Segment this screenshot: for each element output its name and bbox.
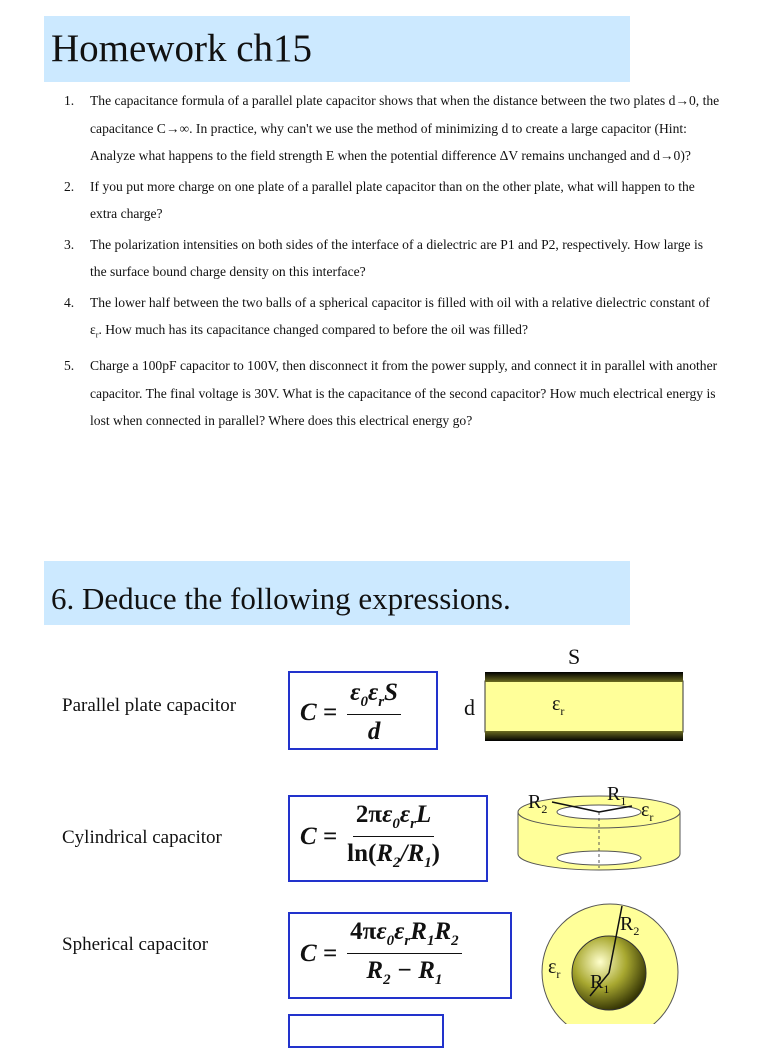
parallel-plate-label: Parallel plate capacitor	[62, 695, 237, 716]
sphere-diagram	[540, 896, 682, 1024]
list-item	[62, 173, 722, 228]
dielectric-region	[485, 681, 683, 732]
list-item	[62, 289, 722, 350]
cylindrical-formula: C = $2\pi\varepsilon_0\varepsilon_rL$ $\ln(R_2/R_1)$	[300, 801, 440, 871]
spherical-formula: C = $4\pi\varepsilon_0\varepsilon_rR_1R_2$ $R_2 - R_1$	[300, 918, 462, 989]
parallel-formula-box	[288, 671, 438, 750]
question-number: 1.	[64, 93, 75, 108]
page-title: Homework ch15	[51, 27, 313, 70]
parallel-formula: C = $\varepsilon_0\varepsilon_rS$ d	[300, 679, 401, 746]
list-item	[62, 231, 722, 286]
question-number: 2.	[64, 178, 75, 194]
cylindrical-label: Cylindrical capacitor	[62, 827, 222, 848]
list-item	[62, 87, 722, 170]
question-number: 3.	[64, 236, 75, 252]
epsilon-label: $\varepsilon_r$	[548, 956, 561, 981]
r2-label: $R_2$	[528, 791, 548, 816]
parallel-plate-diagram	[484, 671, 684, 742]
cylindrical-formula-box	[288, 795, 488, 882]
bottom-plate	[485, 731, 683, 741]
question-text: The capacitance formula of a parallel plate capacitor shows that when the distance between the two plates d→0, the capacitance C→∞. In practice, why can't we use the method of minimizing d to create a large capacitor (Hint: Analyze what happens to the field strength E when the potential difference ΔV remains unchanged and d→0)?	[90, 93, 720, 163]
list-item	[62, 352, 722, 435]
spherical-formula-box	[288, 912, 512, 999]
area-label: S	[568, 644, 581, 669]
next-formula-box	[288, 1014, 444, 1048]
r1-label: $R_1$	[607, 783, 627, 808]
question-text: The lower half between the two balls of a spherical capacitor is filled with oil with a relative dielectric constant of $\varepsilon_r$. How much has its capacitance changed compared to before the oil was filled?	[90, 294, 710, 340]
question-list	[62, 87, 722, 438]
question-number: 5.	[64, 358, 75, 374]
spherical-label: Spherical capacitor	[62, 934, 209, 955]
section-title: 6. Deduce the following expressions.	[51, 581, 511, 616]
question-text: The polarization intensities on both sides of the interface of a dielectric are P1 and P2, respectively. How large is the surface bound charge density on this interface?	[90, 236, 704, 279]
question-number: 4.	[64, 294, 75, 310]
r2-label: $R_2$	[620, 913, 640, 938]
epsilon-label: $\varepsilon_r$	[641, 799, 654, 824]
question-text: If you put more charge on one plate of a parallel plate capacitor than on the other plate, what will happen to the extra charge?	[90, 178, 695, 221]
top-plate	[485, 672, 683, 682]
title-banner	[44, 16, 630, 82]
question-text: Charge a 100pF capacitor to 100V, then disconnect it from the power supply, and connect it in parallel with another capacitor. The final voltage is 30V. What is the capacitance of the second capacitor? How much electrical energy is lost when connected in parallel? Where does this electrical energy go?	[90, 358, 718, 429]
section-banner	[44, 561, 630, 625]
epsilon-label: $\varepsilon_r$	[552, 693, 565, 718]
r1-label: $R_1$	[590, 971, 610, 996]
distance-label: d	[464, 695, 475, 720]
